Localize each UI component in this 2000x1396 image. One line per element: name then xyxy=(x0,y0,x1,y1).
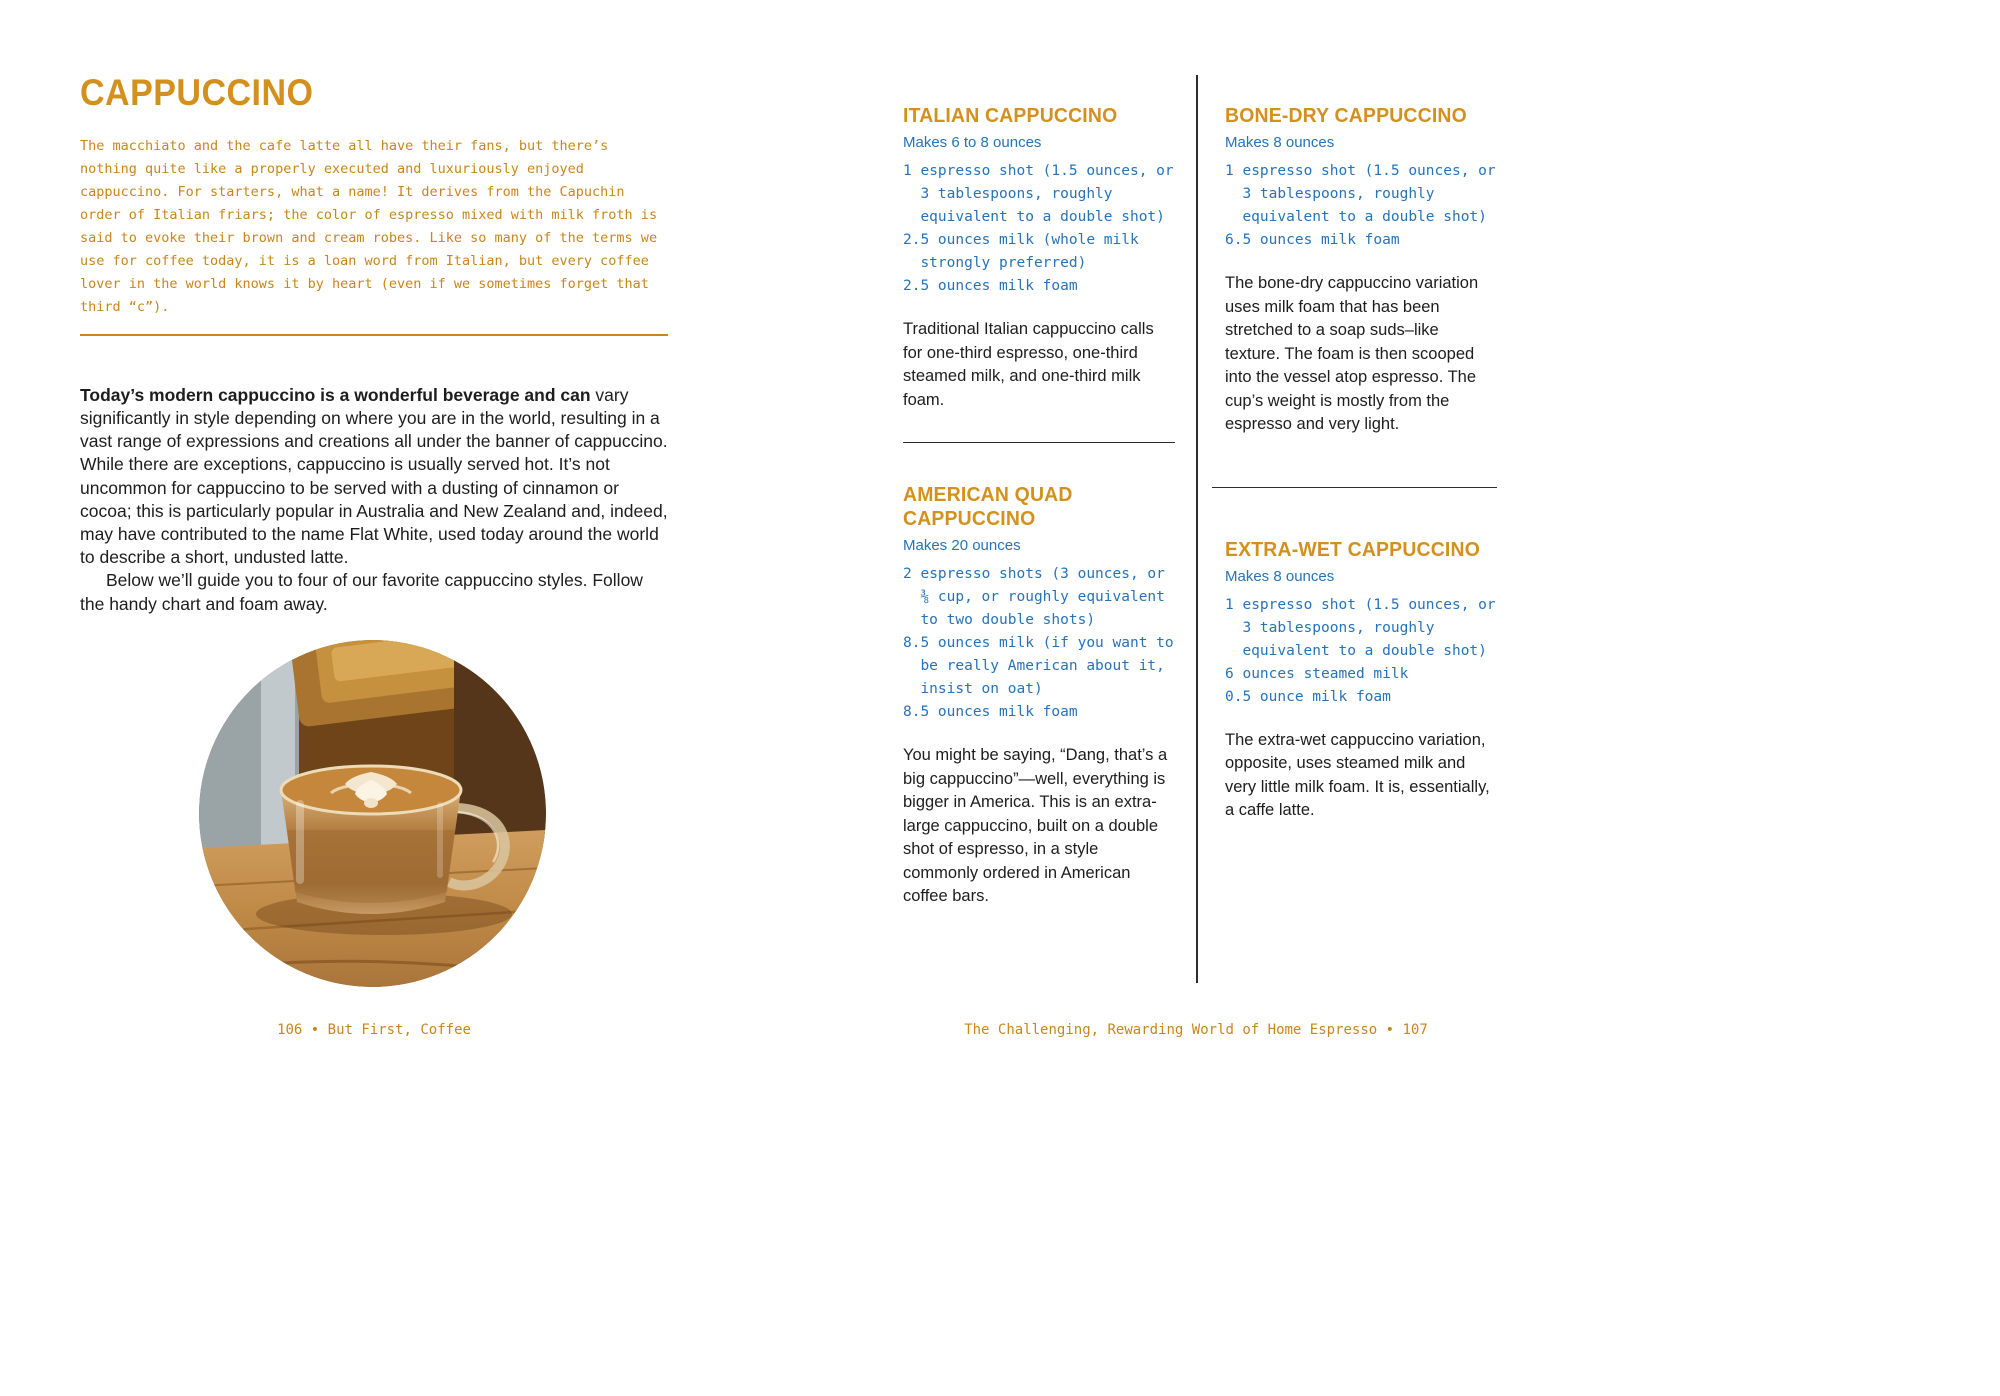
recipe-yield: Makes 8 ounces xyxy=(1225,134,1335,151)
left-page-footer: 106 • But First, Coffee xyxy=(277,1022,471,1038)
cappuccino-photo-illustration xyxy=(199,640,546,987)
chapter-title: CAPPUCCINO xyxy=(80,72,314,113)
ingredient: 2.5 ounces milk (whole milk strongly preferred) xyxy=(903,232,1139,271)
right-page-footer: The Challenging, Rewarding World of Home Espresso • 107 xyxy=(964,1022,1428,1038)
cappuccino-photo xyxy=(199,640,546,987)
recipe-extra-wet-cappuccino xyxy=(1225,538,1497,823)
ingredient-list xyxy=(903,563,1175,724)
vertical-column-divider xyxy=(1196,75,1198,983)
recipe-title: AMERICAN QUAD CAPPUCCINO xyxy=(903,484,1073,530)
recipe-description: The bone-dry cappuccino variation uses milk foam that has been stretched to a soap suds–like texture. The foam is then scooped into the vessel atop espresso. The cup’s weight is mostly from the espresso and very light. xyxy=(1225,274,1479,433)
recipe-divider-rule xyxy=(903,442,1175,443)
recipe-title: ITALIAN CAPPUCCINO xyxy=(903,105,1118,127)
recipe-description: The extra-wet cappuccino variation, opposite, uses steamed milk and very little milk foam. It is, essentially, a caffe latte. xyxy=(1225,730,1490,819)
ingredient-list xyxy=(903,160,1175,298)
recipe-divider-rule xyxy=(1212,487,1497,488)
body-paragraph-1 xyxy=(80,384,668,570)
left-page xyxy=(80,74,668,616)
recipe-bone-dry-cappuccino xyxy=(1225,104,1497,437)
ingredient: 1 espresso shot (1.5 ounces, or 3 tablespoons, roughly equivalent to a double shot) xyxy=(903,163,1174,225)
chapter-intro: The macchiato and the cafe latte all have their fans, but there’s nothing quite like a properly executed and luxuriously enjoyed cappuccino. For starters, what a name! It derives from the Capuchin order of Italian friars; the color of espresso mixed with milk froth is said to evoke their brown and cream robes. Like so many of the terms we use for coffee today, it is a loan word from Italian, but every coffee lover in the world knows it by heart (even if we sometimes forget that third “c”). xyxy=(80,137,658,315)
body-paragraph-lead: Today’s modern cappuccino is a wonderful beverage and can xyxy=(80,384,591,405)
body-paragraph-2: Below we’ll guide you to four of our favorite cappuccino styles. Follow the handy chart and foam away. xyxy=(80,570,643,614)
recipe-american-quad-cappuccino xyxy=(903,483,1175,909)
recipe-yield: Makes 20 ounces xyxy=(903,537,1021,554)
ingredient: 2 espresso shots (3 ounces, or ⅜ cup, or roughly equivalent to two double shots) xyxy=(903,566,1165,628)
recipe-title: EXTRA-WET CAPPUCCINO xyxy=(1225,538,1481,561)
ingredient: 6.5 ounces milk foam xyxy=(1225,232,1400,248)
ingredient: 2.5 ounces milk foam xyxy=(903,278,1078,294)
orange-divider-rule xyxy=(80,334,668,336)
ingredient: 1 espresso shot (1.5 ounces, or 3 tablespoons, roughly equivalent to a double shot) xyxy=(1225,596,1496,659)
ingredient-list xyxy=(1225,594,1497,709)
ingredient: 0.5 ounce milk foam xyxy=(1225,688,1391,705)
ingredient-list xyxy=(1225,160,1497,252)
recipe-title: BONE-DRY CAPPUCCINO xyxy=(1225,105,1467,127)
ingredient: 8.5 ounces milk foam xyxy=(903,704,1078,720)
body-paragraph-rest: vary significantly in style depending on where you are in the world, resulting in a vast range of expressions and creations all under the banner of cappuccino. While there are exceptions, cappuccino is usually served hot. It’s not uncommon for cappuccino to be served with a dusting of cinnamon or cocoa; this is particularly popular in Australia and New Zealand and, indeed, may have contributed to the name Flat White, used today around the world to describe a short, undusted latte. xyxy=(80,384,668,568)
recipe-italian-cappuccino xyxy=(903,104,1175,412)
recipe-yield: Makes 6 to 8 ounces xyxy=(903,134,1042,151)
recipe-description: Traditional Italian cappuccino calls for one-third espresso, one-third steamed milk, and one-third milk foam. xyxy=(903,320,1154,409)
recipes-column-1 xyxy=(903,104,1175,909)
recipes-column-2 xyxy=(1225,104,1497,823)
ingredient: 8.5 ounces milk (if you want to be really American about it, insist on oat) xyxy=(903,635,1174,697)
ingredient: 6 ounces steamed milk xyxy=(1225,665,1409,682)
recipe-description: You might be saying, “Dang, that’s a big cappuccino”—well, everything is bigger in America. This is an extra-large cappuccino, built on a double shot of espresso, in a style commonly ordered in American coffee bars. xyxy=(903,746,1168,905)
ingredient: 1 espresso shot (1.5 ounces, or 3 tablespoons, roughly equivalent to a double shot) xyxy=(1225,163,1496,225)
recipe-yield: Makes 8 ounces xyxy=(1225,567,1335,585)
